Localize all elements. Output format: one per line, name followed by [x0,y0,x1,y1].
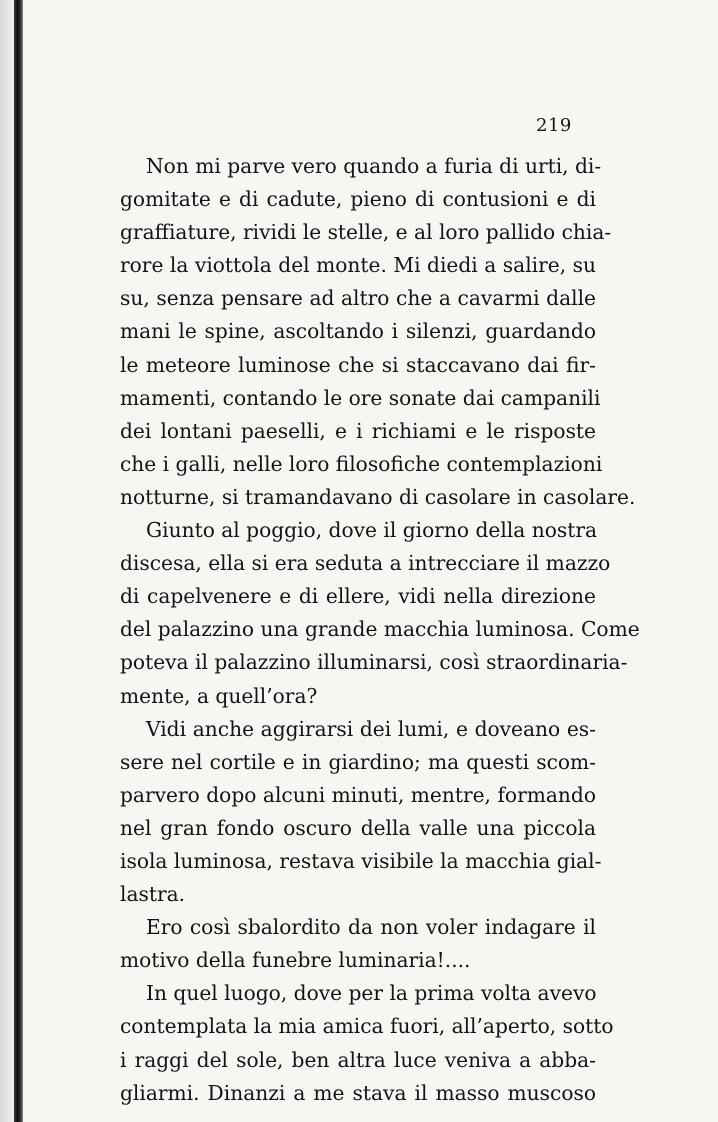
text-line: i raggi del sole, ben altra luce veniva a abba- [120,1047,596,1072]
text-line: che i galli, nelle loro filosofiche contemplazioni [120,451,603,476]
text-line: gliarmi. Dinanzi a me stava il masso muscoso [120,1080,596,1105]
text-line: Ero così sbalordito da non voler indagare il [146,915,596,940]
text-line: discesa, ella si era seduta a intrecciare il mazzo [120,551,611,576]
text-line: poteva il palazzino illuminarsi, così straordinaria- [120,650,628,675]
text-line: dei lontani paeselli, e i richiami e le risposte [120,418,596,443]
binding-shadow [0,0,14,1122]
text-line: di capelvenere e di ellere, vidi nella direzione [120,584,596,609]
text-line: parvero dopo alcuni minuti, mentre, formando [120,782,596,807]
text-line: In quel luogo, dove per la prima volta avevo [146,981,597,1006]
text-line: nel gran fondo oscuro della valle una piccola [120,815,596,840]
text-line: su, senza pensare ad altro che a cavarmi dalle [120,286,596,311]
text-line: motivo della funebre luminaria!.... [120,948,471,973]
page-number: 219 [536,115,572,136]
text-line: mente, a quell’ora? [120,683,318,708]
text-line: del palazzino una grande macchia luminosa. Come [120,617,640,642]
text-line: Non mi parve vero quando a furia di urti, di- [146,154,602,178]
text-line: rore la viottola del monte. Mi diedi a salire, su [120,253,596,278]
text-line: le meteore luminose che si staccavano dai fir- [120,352,596,377]
text-line: sere nel cortile e in giardino; ma questi scom- [120,749,596,774]
text-line: mamenti, contando le ore sonate dai campanili [120,385,601,410]
text-line: lastra. [120,882,186,907]
text-line: notturne, si tramandavano di casolare in casolare. [120,484,636,509]
text-line: Giunto al poggio, dove il giorno della nostra [146,518,598,543]
binding-edge [14,0,23,1122]
text-line: Vidi anche aggirarsi dei lumi, e doveano es- [146,716,596,741]
text-line: contemplata la mia amica fuori, all’aperto, sotto [120,1014,614,1039]
text-line: gomitate e di cadute, pieno di contusioni e di [120,187,596,212]
text-line: mani le spine, ascoltando i silenzi, guardando [120,319,596,344]
body-text [120,150,640,1110]
text-line: isola luminosa, restava visibile la macchia gial- [120,848,602,873]
text-line: graffiature, rividi le stelle, e al loro pallido chia- [120,220,612,245]
